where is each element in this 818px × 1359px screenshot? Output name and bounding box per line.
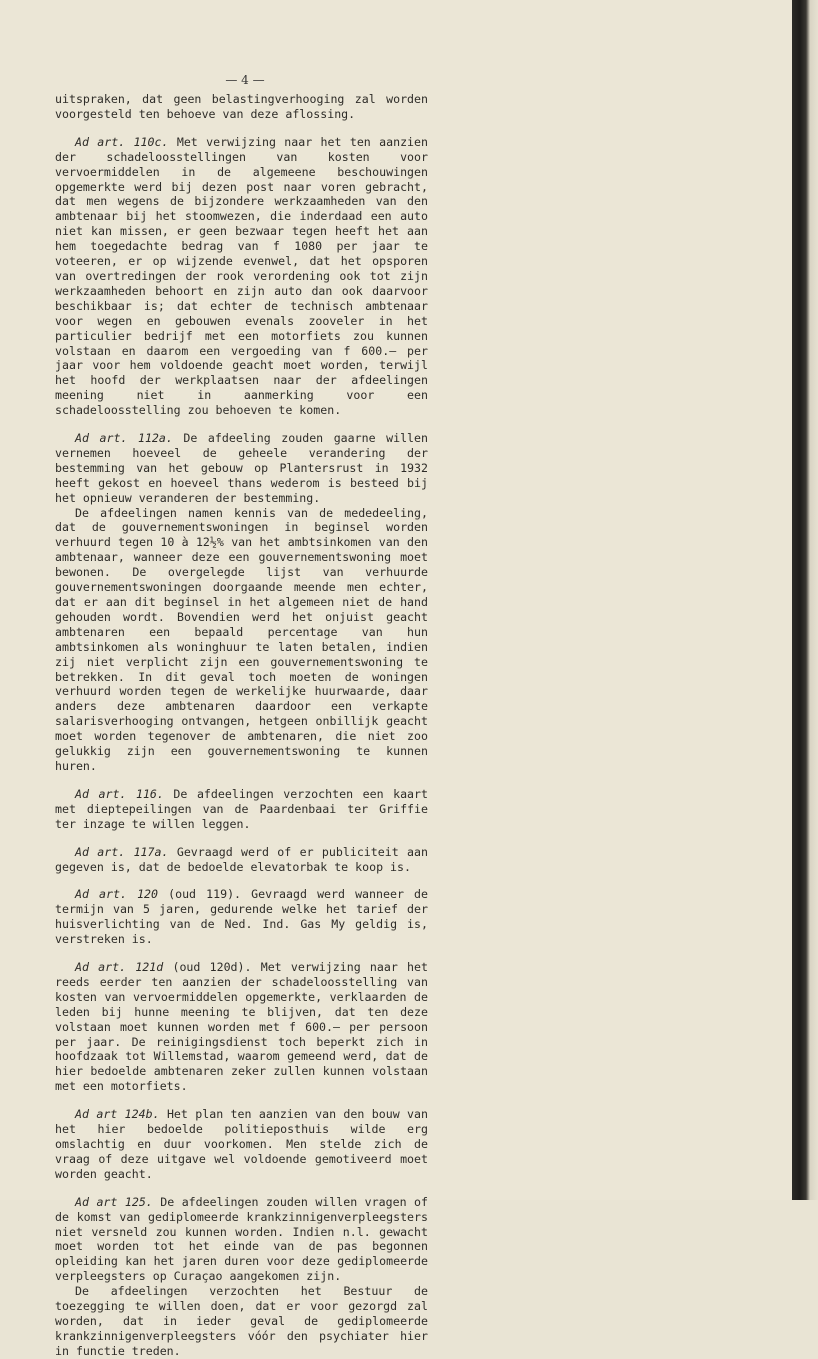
paragraph-text: Met verwijzing naar het ten aanzien der schadeloosstellingen van kosten voor vervoermiddelen in de algemeene beschouwingen opgemerkte werd bij dezen post naar voren gebracht, dat men wegens de bijzondere werkzaamheden van den ambtenaar bij het stoomwezen, die inderdaad een auto niet kan missen, er geen bezwaar tegen heeft het aan hem toegedachte bedrag van f 1080 per jaar te voteeren, er op wijzende evenwel, dat het opsporen van overtredingen der rook verordening ook tot zijn werkzaamheden behoort en zijn auto dan ook daarvoor beschikbaar is; dat echter de technisch ambtenaar voor wegen en gebouwen evenals zooveler in het particulier bedrijf met een motorfiets zou kunnen volstaan en daarom een vergoeding van f 600.— per jaar voor hem voldoende geacht moet worden, terwijl het hoofd der werkplaatsen naar der afdeelingen meening niet in aanmerking voor een schadeloosstelling zou behoeven te komen.	[55, 134, 428, 418]
paragraph	[55, 506, 428, 774]
article-reference: Ad art. 110c.	[75, 134, 169, 149]
article-reference: Ad art. 117a.	[75, 844, 169, 859]
article-reference: Ad art 124b.	[75, 1107, 160, 1122]
scan-binding-edge	[792, 0, 818, 1200]
article-reference: Ad art. 112a.	[75, 431, 173, 446]
paragraph	[55, 92, 428, 122]
paragraph-text: De afdeelingen zouden willen vragen of de komst van gediplomeerde krankzinnigenverpleegsters niet versneld zou kunnen worden. Indien n.l. gewacht moet worden tot het einde van de pas begonnen opleiding kan het jaren duren voor deze gediplomeerde verpleegsters op Curaçao aangekomen zijn.	[55, 1194, 428, 1284]
paragraph-text: Gevraagd werd of er publiciteit aan gegeven is, dat de bedoelde elevatorbak te koop is.	[55, 844, 428, 874]
paragraph-text: (oud 120d). Met verwijzing naar het reeds eerder ten aanzien der schadeloosstelling van kosten van vervoermiddelen opgemerkte, verklaarden de leden bij hunne meening te blijven, dat ten deze volstaan moet kunnen worden met f 600.— per persoon per jaar. De reinigingsdienst toch beperkt zich in hoofdzaak tot Willemstad, waarom gemeend werd, dat de hier bedoelde ambtenaren zeker zullen kunnen volstaan met een motorfiets.	[55, 960, 428, 1094]
paragraph-text: De afdeelingen namen kennis van de mededeeling, dat de gouvernementswoningen in beginsel worden verhuurd tegen 10 à 12½% van het ambtsinkomen van den ambtenaar, wanneer deze een gouvernementswoning moet bewonen. De overgelegde lijst van verhuurde gouvernementswoningen doorgaande meende men echter, dat er aan dit beginsel in het algemeen niet de hand gehouden wordt. Bovendien werd het onjuist geacht ambtenaren een bepaald percentage van hun ambtsinkomen als woninghuur te laten betalen, indien zij niet verplicht zijn een gouvernementswoning te betrekken. In dit geval toch moeten de woningen verhuurd worden tegen de werkelijke huurwaarde, daar anders deze ambtenaren daardoor een verkapte salarisverhooging ontvangen, hetgeen onbillijk geacht moet worden tegenover de ambtenaren, die niet zoo gelukkig zijn een gouvernementswoning te kunnen huren.	[55, 505, 428, 773]
paragraph	[55, 135, 428, 418]
paragraph	[55, 960, 428, 1094]
page-number: — 4 —	[225, 73, 265, 87]
article-reference: Ad art. 116.	[75, 786, 164, 801]
paragraph	[55, 1107, 428, 1182]
paragraph-text: (oud 119). Gevraagd werd wanneer de termijn van 5 jaren, gedurende welke het tarief der huisverlichting van de Ned. Ind. Gas My geldig is, verstreken is.	[55, 887, 428, 947]
paragraph	[55, 787, 428, 832]
paragraph-text: De afdeelingen verzochten het Bestuur de toezegging te willen doen, dat er voor gezorgd zal worden, dat in ieder geval de gediplomeerde krankzinnigenverpleegsters vóór den psychiater hier in functie treden.	[55, 1284, 428, 1358]
body-text	[55, 92, 428, 1359]
paragraph	[55, 1195, 428, 1284]
article-reference: Ad art. 120	[75, 887, 159, 902]
article-reference: Ad art. 121d	[75, 960, 164, 975]
paragraph	[55, 887, 428, 947]
paragraph	[55, 845, 428, 875]
paragraph-text: Het plan ten aanzien van den bouw van het hier bedoelde politieposthuis wilde erg omslachtig en duur voorkomen. Men stelde zich de vraag of deze uitgave wel voldoende gemotiveerd moet worden geacht.	[55, 1107, 428, 1181]
paragraph-text: uitspraken, dat geen belastingverhooging zal worden voorgesteld ten behoeve van deze aflossing.	[55, 92, 428, 121]
paragraph	[55, 431, 428, 506]
paragraph-text: De afdeelingen verzochten een kaart met dieptepeilingen van de Paardenbaai ter Griffie ter inzage te willen leggen.	[55, 786, 428, 831]
paragraph-text: De afdeeling zouden gaarne willen vernemen hoeveel de geheele verandering der bestemming van het gebouw op Plantersrust in 1932 heeft gekost en hoeveel thans wederom is besteed bij het opnieuw veranderen der bestemming.	[55, 431, 428, 505]
article-reference: Ad art 125.	[75, 1194, 153, 1209]
paragraph	[55, 1284, 428, 1359]
